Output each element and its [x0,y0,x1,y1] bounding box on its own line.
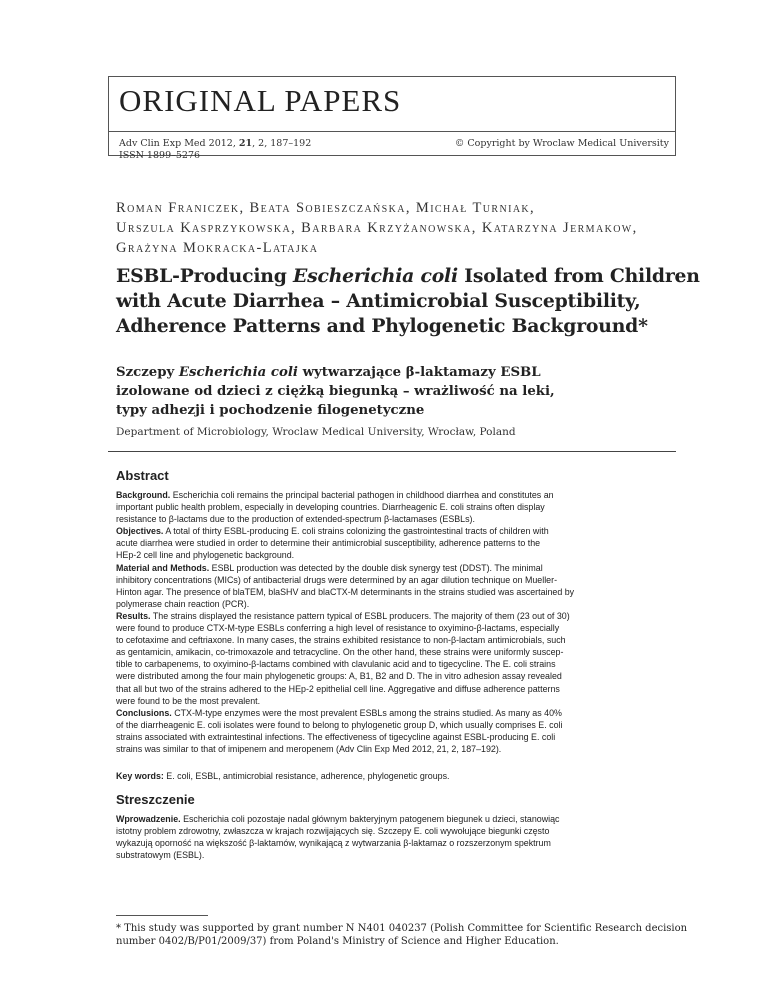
abstract-line: of the diarrheagenic E. coli isolates were found to belong to phylogenetic group D, which usually comprises E. coli [116,719,563,730]
title-line-2: with Acute Diarrhea – Antimicrobial Susceptibility, [116,290,641,312]
abstract-line: resistance to β-lactams due to the production of extended-spectrum β-lactamases (ESBLs). [116,514,475,525]
copyright-notice: © Copyright by Wroclaw Medical University [454,138,669,149]
author-line-3: Grażyna Mokracka-Latajka [116,240,319,256]
objectives-label: Objectives. [116,526,164,537]
footnote [116,922,688,948]
author-line-2: Urszula Kasprzykowska, Barbara Krzyżanowska, Katarzyna Jermakow, [116,220,638,236]
wprowadzenie-label: Wprowadzenie. [116,814,181,824]
footnote-line-2: number 0402/B/P01/2009/37) from Poland's Ministry of Science and Higher Education. [116,936,559,947]
pl-title-species: Escherichia coli [178,365,298,380]
abstract-line: Objectives. A total of thirty ESBL-producing E. coli strains colonizing the gastrointestinal tracts of children with [116,526,549,537]
pl-title-part-1c: wytwarzające β-laktamazy ESBL [297,365,541,380]
streszczenie-line: wykazują oporność na większość β-laktamów, wynikającą z wytwarzania β-laktamaz o rozszerzonym spektrum [116,838,551,849]
journal-citation-suffix: , 2, 187–192 [252,138,312,149]
abstract-heading: Abstract [116,468,169,483]
journal-citation [119,138,311,162]
streszczenie-line: substratowym (ESBL). [116,850,205,861]
section-divider [108,451,676,452]
section-label: ORIGINAL PAPERS [119,83,402,118]
abstract-line: to cefotaxime and ceftriaxone. In many cases, the strains exhibited resistance to non-β-lactam antimicrobials, such [116,635,566,646]
abstract-line: were found to produce CTX-M-type ESBLs conferring a high level of resistance to oxyimino-β-lactams, especially [116,623,560,634]
keywords [116,771,672,781]
abstract-line: tible to carbapenems, to oxyimino-β-lactams combined with clavulanic acid and to tigecycline. The E. coli strains [116,659,556,670]
abstract-line: Material and Methods. ESBL production was detected by the double disk synergy test (DDST). The minimal [116,562,543,573]
abstract-line: Background. Escherichia coli remains the principal bacterial pathogen in childhood diarrhea and constitutes an [116,490,554,500]
journal-header-box [108,76,676,161]
author-list [116,198,716,258]
title-part-1c: Isolated from Children [457,265,700,287]
keywords-text: E. coli, ESBL, antimicrobial resistance, adherence, phylogenetic groups. [163,771,450,781]
abstract-line: inhibitory concentrations (MICs) of antibacterial drugs were determined by an agar dilution technique on Mueller- [116,574,558,585]
abstract-line: strains was similar to that of imipenem and meropenem (Adv Clin Exp Med 2012, 21, 2, 187–192). [116,743,502,754]
title-species: Escherichia coli [292,265,458,287]
methods-label: Material and Methods. [116,562,210,573]
abstract-line: Conclusions. CTX-M-type enzymes were the most prevalent ESBLs among the strains studied. As many as 40% [116,707,562,718]
results-label: Results. [116,610,151,621]
streszczenie-line: Wprowadzenie. Escherichia coli pozostaje nadal głównym bakteryjnym patogenem biegunek u dzieci, stanowiąc [116,814,560,824]
abstract-line: that all but two of the strains adhered to the HEp-2 epithelial cell line. Aggregative and diffuse adherence patterns [116,683,560,694]
abstract-line: acute diarrhea were studied in order to determine their antimicrobial susceptibility, adherence patterns to the [116,538,541,549]
abstract-line: HEp-2 cell line and phylogenetic background. [116,550,295,561]
article-title [116,264,716,339]
pl-title-line-2: izolowane od dzieci z ciężką biegunką – wrażliwość na leki, [116,384,555,399]
abstract-body [116,489,672,755]
issn: ISSN 1899–5276 [119,150,201,161]
streszczenie-line: istotny problem zdrowotny, zwłaszcza w krajach rozwijających się. Szczepy E. coli wywołujące biegunki często [116,826,550,837]
streszczenie-heading: Streszczenie [116,792,195,807]
streszczenie-body [116,813,672,861]
abstract-line: were found to be the most prevalent. [116,695,261,706]
title-part-1a: ESBL-Producing [116,265,293,287]
journal-volume: 21 [238,138,253,149]
footnote-rule [116,915,208,916]
journal-citation-prefix: Adv Clin Exp Med 2012, [119,138,239,149]
abstract-line: Hinton agar. The presence of blaTEM, blaSHV and blaCTX-M determinants in the strains studied was ascertained by [116,586,575,597]
pl-title-part-1a: Szczepy [116,365,179,380]
pl-title-line-3: typy adhezji i pochodzenie filogenetyczne [116,403,425,418]
keywords-label: Key words: [116,771,164,781]
abstract-line: important public health problem, especially in developing countries. Diarrheagenic E. coli strains often display [116,502,545,513]
abstract-line: Results. The strains displayed the resistance pattern typical of ESBL producers. The majority of them (23 out of 30) [116,610,570,621]
article-title-polish [116,363,716,420]
footnote-line-1: * This study was supported by grant number N N401 040237 (Polish Committee for Scientific Research decision [116,923,688,934]
abstract-line: strains associated with extraintestinal infections. The effectiveness of tigecycline against ESBL-producing E. coli [116,731,556,742]
abstract-line: as gentamicin, amikacin, co-trimoxazole and tetracycline. On the other hand, these strains were uniformly suscep- [116,647,564,658]
abstract-line: were distributed among the four main phylogenetic groups: A, B1, B2 and D. The in vitro adhesion assay revealed [116,671,562,682]
header-divider [109,131,675,132]
conclusions-label: Conclusions. [116,707,172,718]
background-label: Background. [116,490,171,500]
affiliation: Department of Microbiology, Wroclaw Medical University, Wrocław, Poland [116,426,516,438]
abstract-line: polymerase chain reaction (PCR). [116,598,250,609]
author-line-1: Roman Franiczek, Beata Sobieszczańska, Michał Turniak, [116,200,536,216]
title-line-3: Adherence Patterns and Phylogenetic Background* [116,315,648,337]
